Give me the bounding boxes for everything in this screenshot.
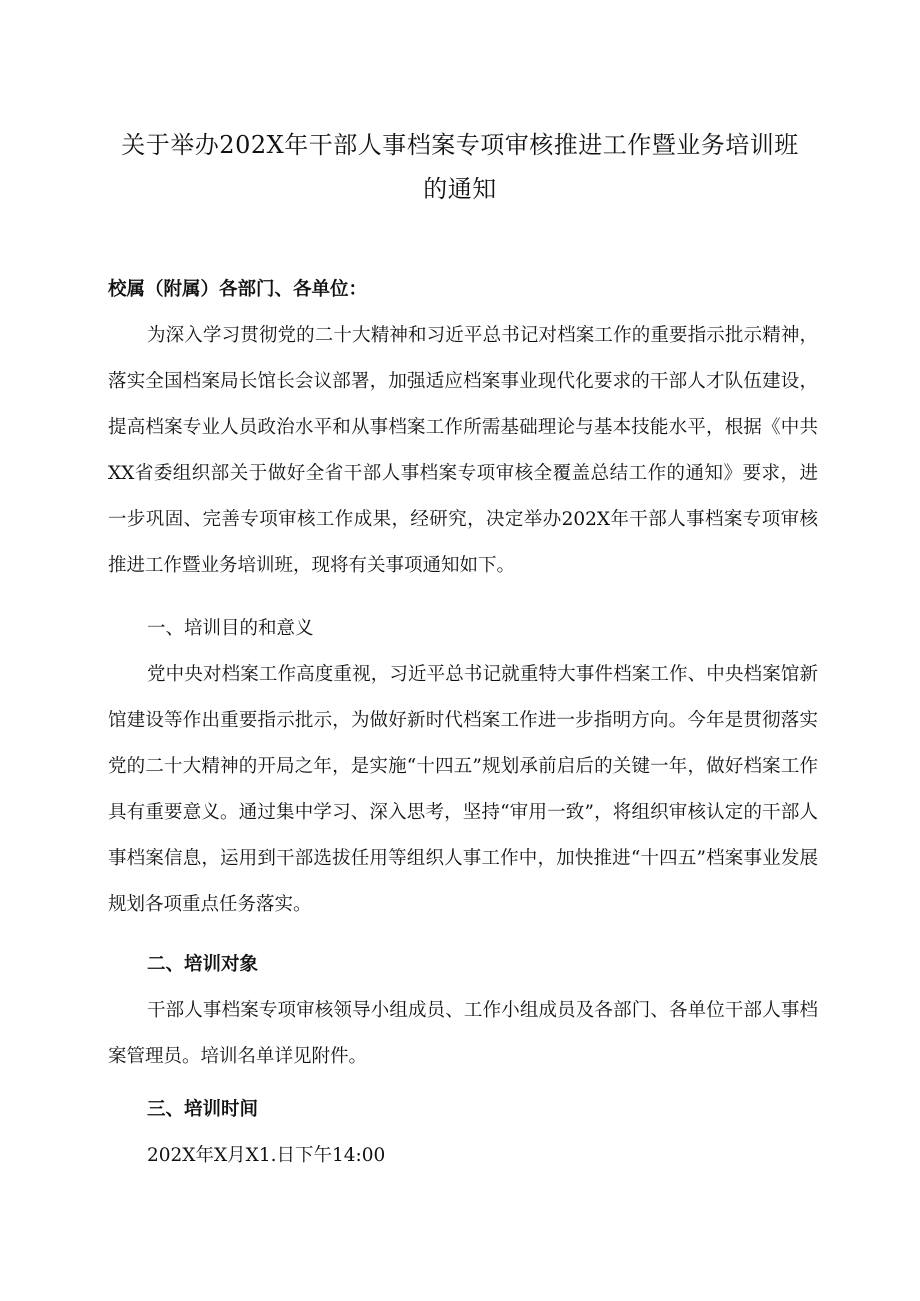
section-paragraph-audience: 干部人事档案专项审核领导小组成员、工作小组成员及各部门、各单位干部人事档案管理员。培训名单详见附件。 [108,1000,818,1067]
intro-paragraph: 为深入学习贯彻党的二十大精神和习近平总书记对档案工作的重要指示批示精神，落实全国档案局长馆长会议部署，加强适应档案事业现代化要求的干部人才队伍建设，提高档案专业人员政治水平和从事档案工作所需基础理论与基本技能水平，根据《中共XX省委组织部关于做好全省干部人事档案专项审核全覆盖总结工作的通知》要求，进一步巩固、完善专项审核工作成果，经研究，决定举办202X年干部人事档案专项审核推进工作暨业务培训班，现将有关事项通知如下。 [108,325,818,576]
section-paragraph-time: 202X年X月X1.日下午14:00 [147,1145,386,1166]
section-paragraph-purpose: 党中央对档案工作高度重视，习近平总书记就重特大事件档案工作、中央档案馆新馆建设等作出重要指示批示，为做好新时代档案工作进一步指明方向。今年是贯彻落实党的二十大精神的开局之年，是实施“十四五”规划承前启后的关键一年，做好档案工作具有重要意义。通过集中学习、深入思考，坚持“审用一致”，将组织审核认定的干部人事档案信息，运用到干部选拔任用等组织人事工作中，加快推进“十四五”档案事业发展规划各项重点任务落实。 [108,664,818,915]
document-title-line-1: 关于举办202X年干部人事档案专项审核推进工作暨业务培训班 [121,131,799,159]
section-heading-purpose: 一、培训目的和意义 [147,618,314,639]
document-title-line-2: 的通知 [423,175,497,203]
salutation: 校属（附属）各部门、各单位： [108,279,368,300]
section-heading-audience: 二、培训对象 [147,954,259,975]
section-heading-time: 三、培训时间 [147,1099,259,1120]
